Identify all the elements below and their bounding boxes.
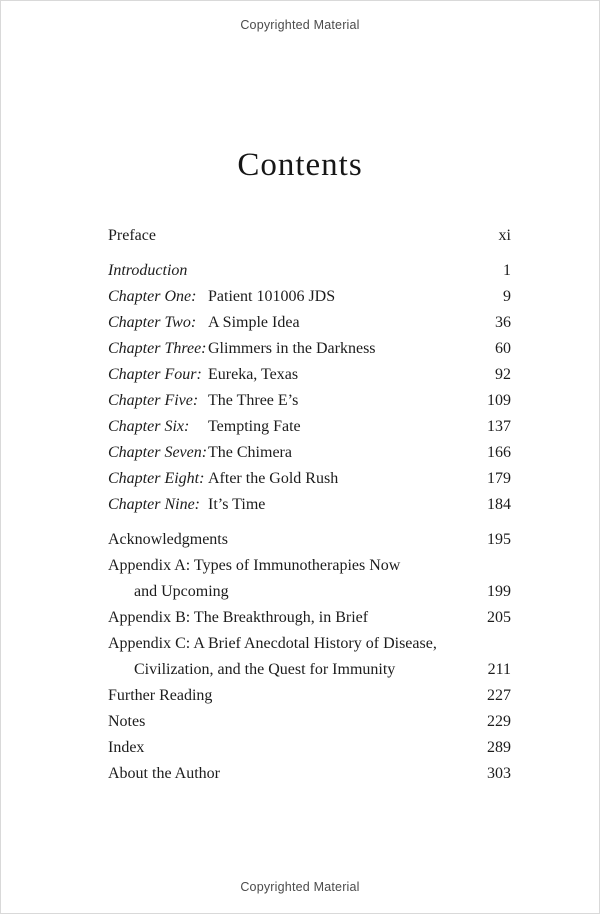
page-number: 227	[487, 687, 511, 704]
toc-row	[108, 223, 511, 249]
chapter-label: Chapter Nine:	[108, 496, 200, 513]
toc-row	[108, 553, 511, 605]
entry-label: About the Author	[108, 765, 220, 782]
page-number: 179	[487, 470, 511, 487]
toc-row	[108, 284, 511, 310]
chapter-label: Chapter Six:	[108, 418, 190, 435]
chapter-label: Chapter Three:	[108, 340, 207, 357]
page-number: 184	[487, 496, 511, 513]
toc-row	[108, 414, 511, 440]
entry-label: Index	[108, 739, 145, 756]
top-watermark: Copyrighted Material	[240, 18, 360, 32]
chapter-title: Patient 101006 JDS	[208, 288, 336, 305]
chapter-label: Chapter Four:	[108, 366, 202, 383]
chapter-entry	[108, 310, 483, 336]
toc-row	[108, 605, 511, 631]
chapter-entry	[108, 440, 475, 466]
entry-label: Acknowledgments	[108, 531, 228, 548]
page-number: 9	[503, 288, 511, 305]
chapter-title: Glimmers in the Darkness	[208, 340, 376, 357]
toc-row	[108, 466, 511, 492]
toc-row	[108, 527, 511, 553]
toc-row	[108, 362, 511, 388]
toc-row	[108, 336, 511, 362]
chapter-label: Introduction	[108, 262, 188, 279]
page-number: 205	[487, 609, 511, 626]
chapter-entry	[108, 466, 475, 492]
chapter-title: It’s Time	[208, 496, 266, 513]
toc-row	[108, 388, 511, 414]
chapter-entry	[108, 414, 475, 440]
chapter-entry	[108, 362, 483, 388]
chapter-label: Chapter Eight:	[108, 470, 205, 487]
wrapped-entry	[108, 631, 476, 683]
entry-label: Appendix B: The Breakthrough, in Brief	[108, 609, 369, 626]
toc-row	[108, 709, 511, 735]
page-number: 303	[487, 765, 511, 782]
page-number: 229	[487, 713, 511, 730]
wrapped-entry	[108, 553, 475, 605]
page-number: 199	[487, 583, 511, 600]
entry-label: Notes	[108, 713, 146, 730]
page-title: Contents	[237, 147, 363, 183]
page-number: 36	[495, 314, 511, 331]
page-number: 92	[495, 366, 511, 383]
page-number: xi	[498, 227, 511, 244]
chapter-label: Chapter Two:	[108, 314, 197, 331]
chapter-entry	[108, 388, 475, 414]
entry-label: Preface	[108, 227, 156, 244]
page-number: 137	[487, 418, 511, 435]
entry-label: Further Reading	[108, 687, 213, 704]
toc-row	[108, 735, 511, 761]
toc-row	[108, 631, 511, 683]
chapter-label: Chapter Five:	[108, 392, 199, 409]
page-number: 1	[503, 262, 511, 279]
entry-line2: and Upcoming	[134, 583, 229, 600]
chapter-label: Chapter One:	[108, 288, 197, 305]
page-number: 195	[487, 531, 511, 548]
entry-line1: Appendix C: A Brief Anecdotal History of Disease,	[108, 635, 437, 652]
chapter-entry	[108, 258, 491, 284]
chapter-entry	[108, 336, 483, 362]
toc-row	[108, 492, 511, 518]
page-number: 211	[487, 661, 511, 678]
chapter-entry	[108, 492, 475, 518]
toc-row	[108, 683, 511, 709]
chapter-entry	[108, 284, 491, 310]
page-number: 60	[495, 340, 511, 357]
entry-line1: Appendix A: Types of Immunotherapies Now	[108, 557, 401, 574]
chapter-title: The Chimera	[208, 444, 292, 461]
page-number: 289	[487, 739, 511, 756]
chapter-title: Eureka, Texas	[208, 366, 299, 383]
chapter-title: Tempting Fate	[208, 418, 301, 435]
toc-row	[108, 310, 511, 336]
page-number: 166	[487, 444, 511, 461]
chapter-title: The Three E’s	[208, 392, 299, 409]
toc-list	[108, 223, 511, 787]
page-number: 109	[487, 392, 511, 409]
toc-row	[108, 440, 511, 466]
bottom-watermark: Copyrighted Material	[240, 880, 360, 894]
entry-line2: Civilization, and the Quest for Immunity	[134, 661, 396, 678]
chapter-label: Chapter Seven:	[108, 444, 208, 461]
chapter-title: After the Gold Rush	[208, 470, 339, 487]
toc-row	[108, 258, 511, 284]
chapter-title: A Simple Idea	[208, 314, 300, 331]
toc-row	[108, 761, 511, 787]
